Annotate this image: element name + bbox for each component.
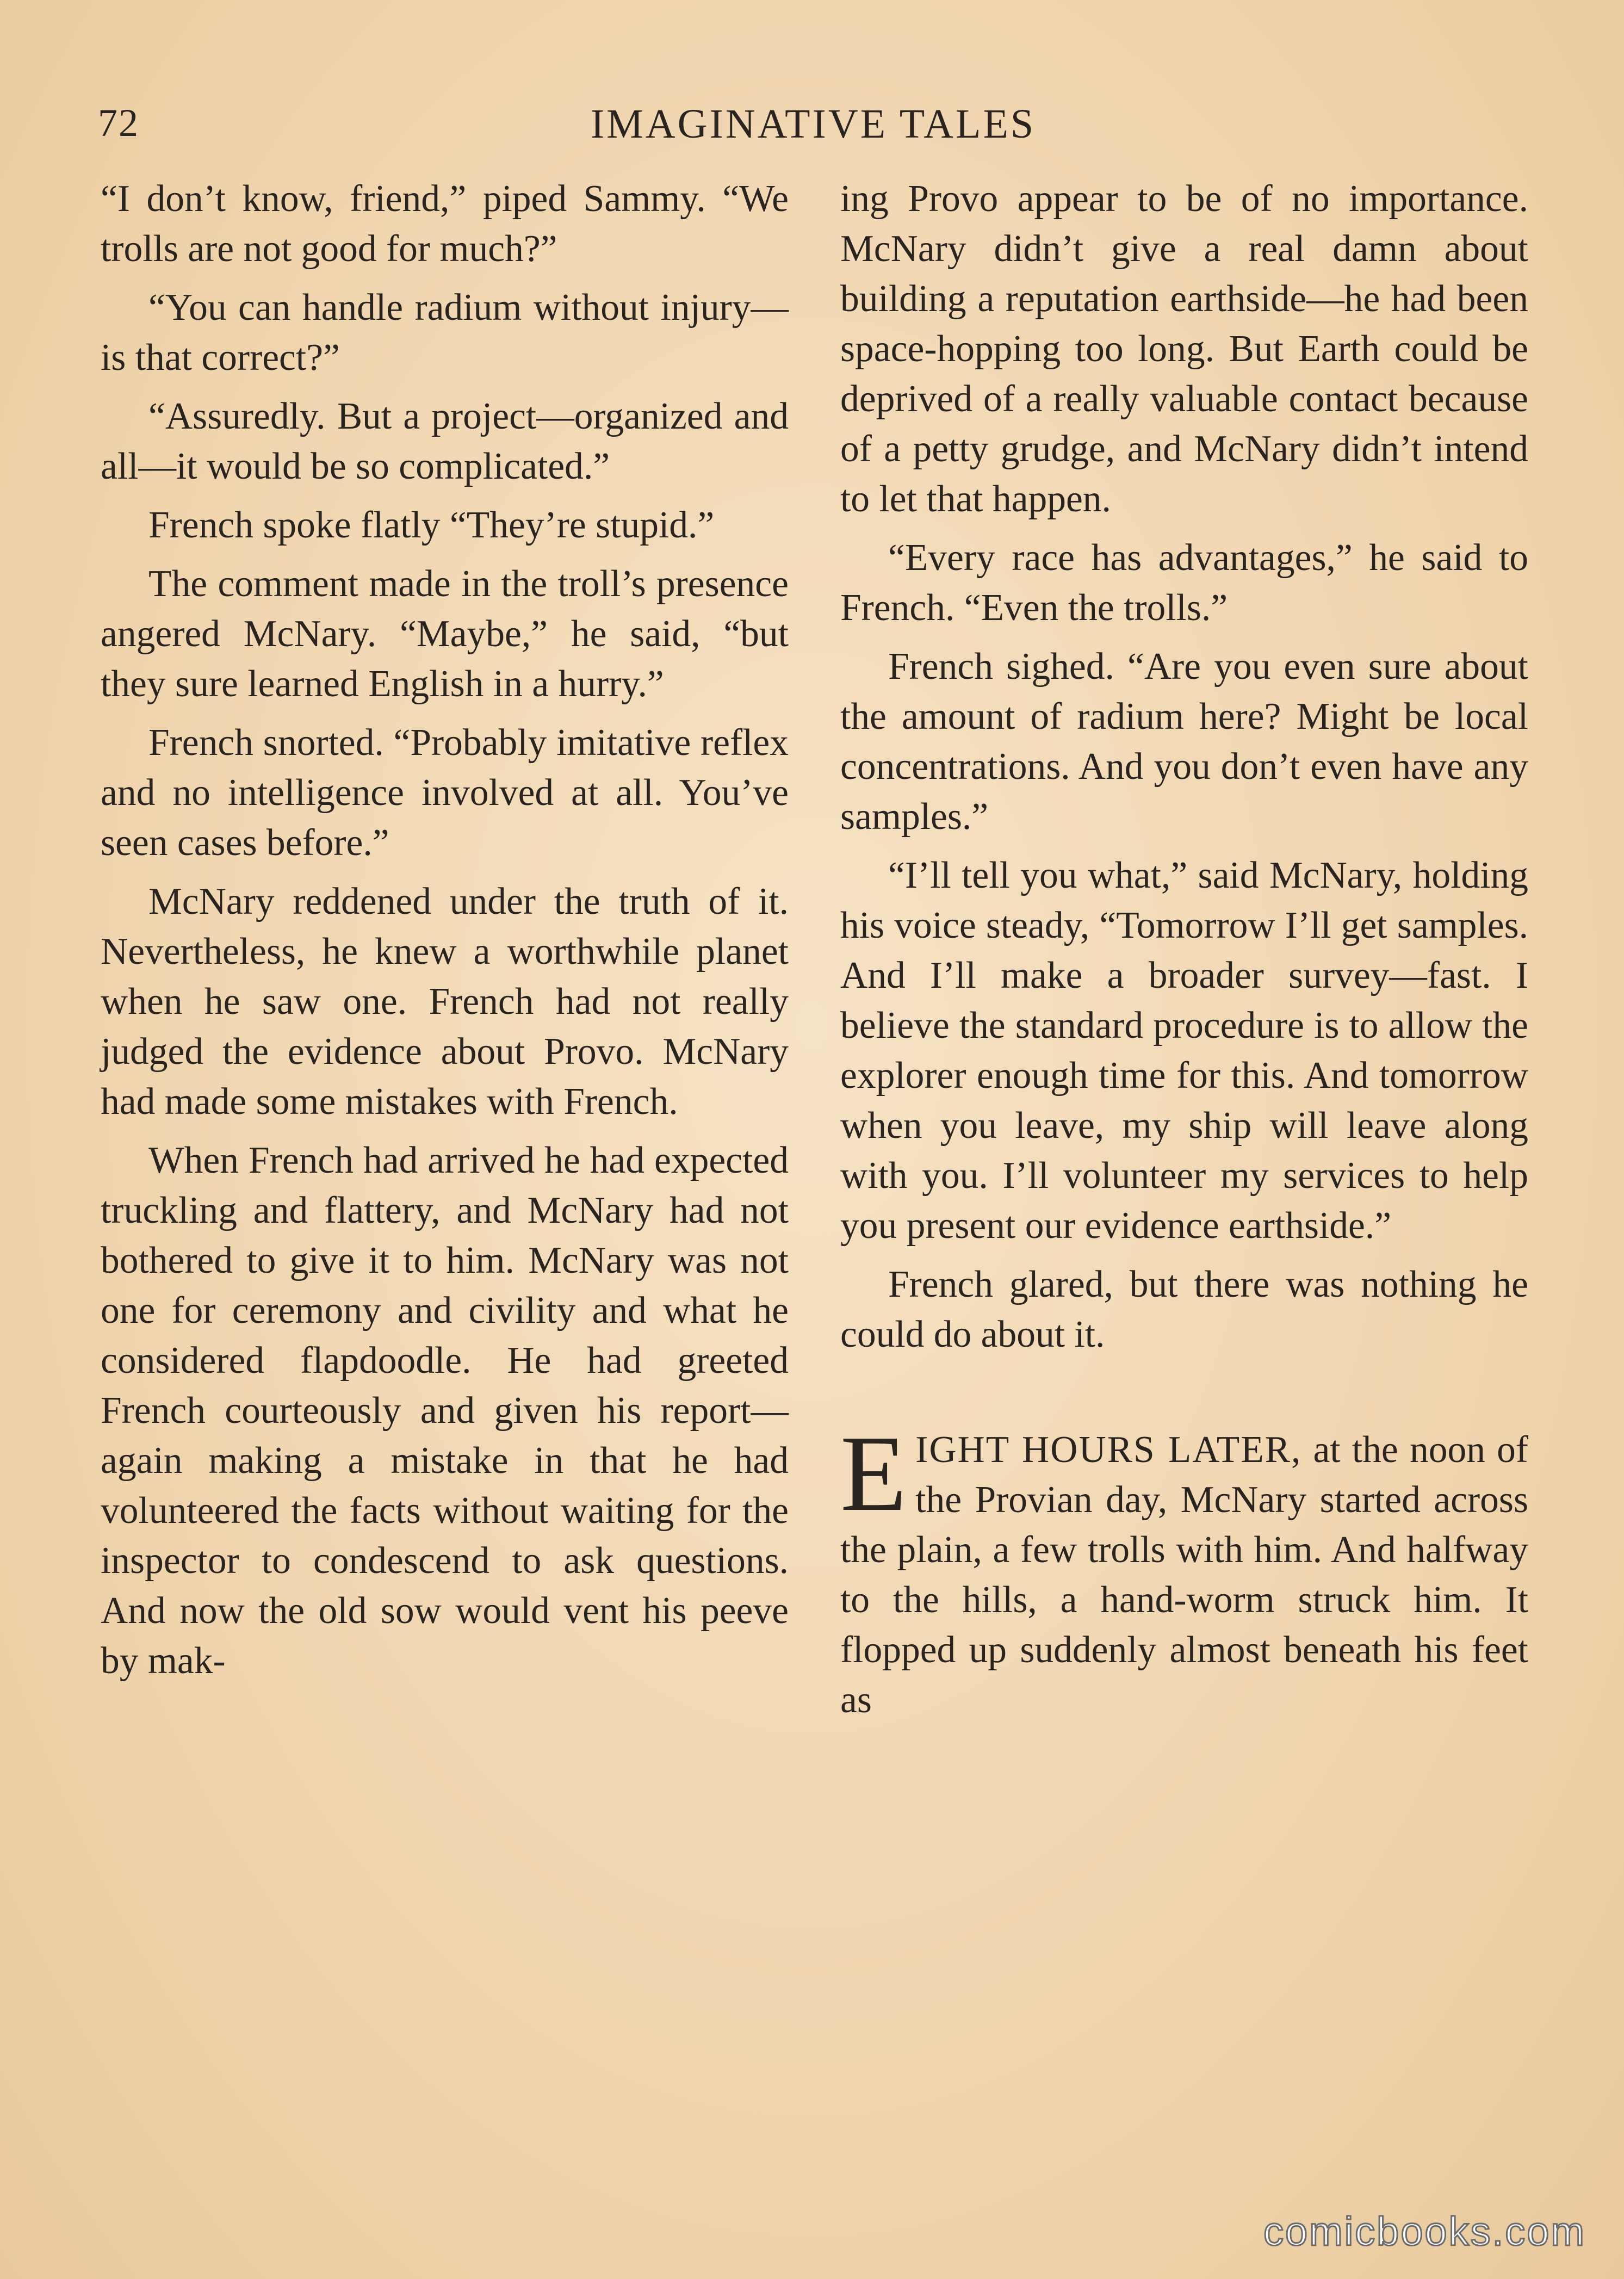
running-title: IMAGINATIVE TALES	[590, 101, 1036, 147]
left-column	[101, 174, 789, 1695]
paragraph: French sighed. “Are you even sure about the amount of radium here? Might be local concentrations. And you don’t even have any samples.”	[840, 646, 1528, 838]
section-text: at the noon of the Provian day, McNary started across the plain, a few trolls with him. And halfway to the hills, a hand-worm struck him. It flopped up suddenly almost beneath his feet as	[840, 1429, 1528, 1721]
paragraph: “Every race has advantages,” he said to French. “Even the trolls.”	[840, 537, 1528, 629]
paragraph: “Assuredly. But a project—organized and all—it would be so complicated.”	[101, 395, 789, 487]
paragraph: French spoke flatly “They’re stupid.”	[148, 504, 715, 546]
drop-cap: E	[840, 1414, 907, 1534]
paragraph: The comment made in the troll’s presence angered McNary. “Maybe,” he said, “but they sure learned English in a hurry.”	[101, 563, 789, 705]
paragraph: French snorted. “Probably imitative reflex and no intelligence involved at all. You’ve seen cases before.”	[101, 722, 789, 864]
section-lead-in: IGHT HOURS LATER,	[915, 1429, 1302, 1471]
page-header	[98, 101, 1528, 160]
paragraph: “You can handle radium without injury—is that correct?”	[101, 287, 789, 379]
paragraph: McNary reddened under the truth of it. Nevertheless, he knew a worthwhile planet when he saw one. French had not really judged the evidence about Provo. McNary had made some mistakes with French.	[101, 881, 789, 1123]
paragraph: “I don’t know, friend,” piped Sammy. “We trolls are not good for much?”	[101, 178, 789, 270]
paragraph: French glared, but there was nothing he could do about it.	[840, 1264, 1528, 1355]
section-opening-paragraph	[840, 1414, 1528, 1725]
watermark-logo: comicbooks.com	[1263, 2209, 1586, 2254]
page-number: 72	[98, 101, 139, 145]
paragraph: ing Provo appear to be of no importance. McNary didn’t give a real damn about building a reputation earthside—he had been space-hopping too long. But Earth could be deprived of a really valuable contact because of a petty grudge, and McNary didn’t intend to let that happen.	[840, 178, 1528, 520]
paragraph: “I’ll tell you what,” said McNary, holding his voice steady, “Tomorrow I’ll get samples. And I’ll make a broader survey—fast. I believe the standard procedure is to allow the explorer enough time for this. And tomorrow when you leave, my ship will leave along with you. I’ll volunteer my services to help you present our evidence earthside.”	[840, 854, 1528, 1247]
right-column	[840, 174, 1528, 1734]
paragraph: When French had arrived he had expected truckling and flattery, and McNary had not bothered to give it to him. McNary was not one for ceremony and civility and what he considered flapdoodle. He had greeted French courteously and given his report—again making a mistake in that he had volunteered the facts without waiting for the inspector to condescend to ask questions. And now the old sow would vent his peeve by mak-	[101, 1140, 789, 1682]
